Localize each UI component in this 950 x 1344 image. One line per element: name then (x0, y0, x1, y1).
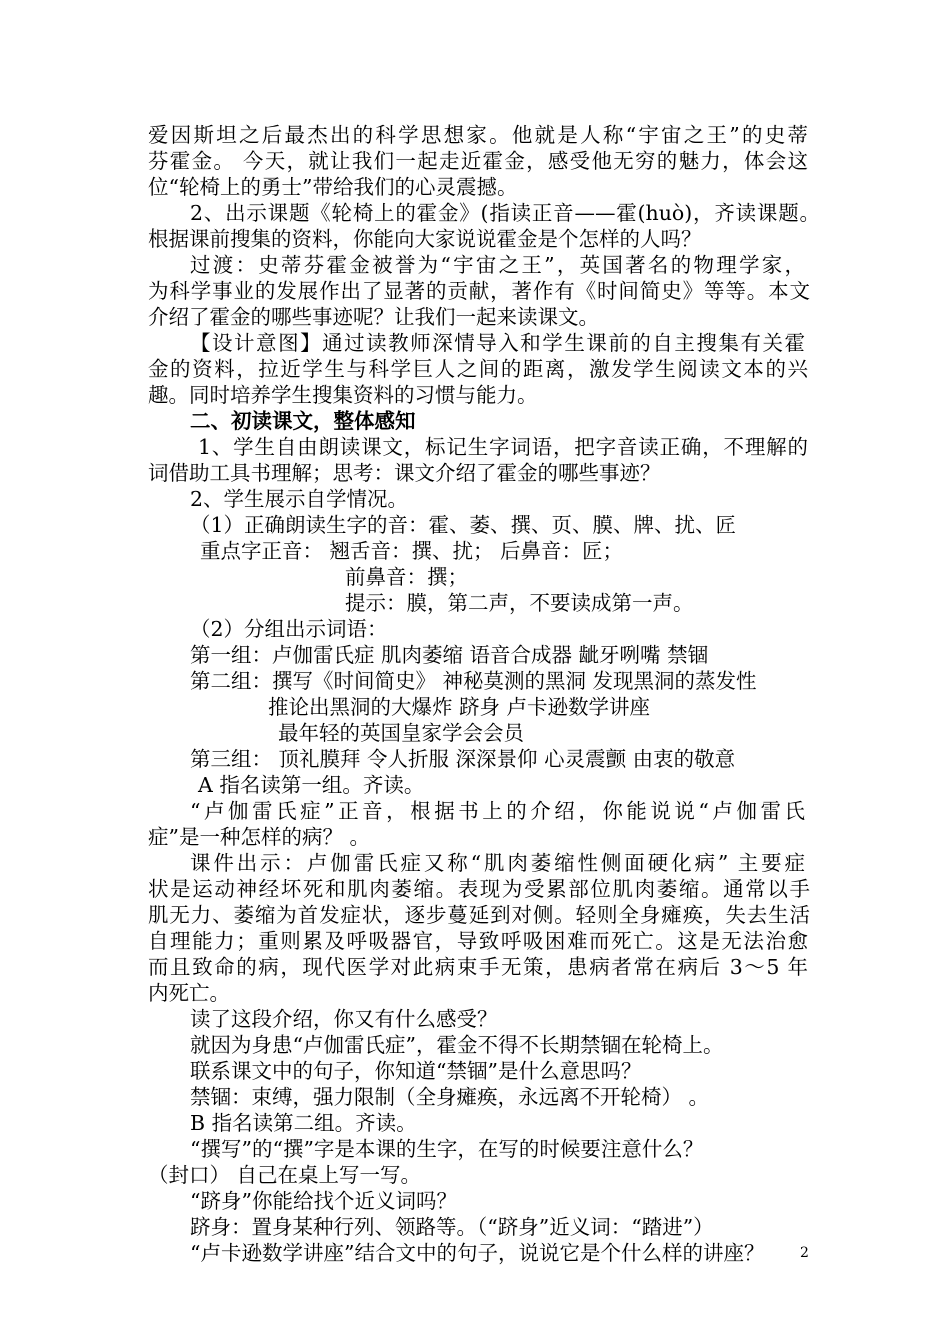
text-line: 禁锢：束缚，强力限制（全身瘫痪，永远离不开轮椅） 。 (190, 1085, 710, 1109)
text-line: 芬霍金。 今天，就让我们一起走近霍金，感受他无穷的魅力，体会这 (148, 149, 808, 173)
word-group-line: 最年轻的英国皇家学会会员 (278, 721, 524, 745)
design-intent-line: 趣。同时培养学生搜集资料的习惯与能力。 (148, 383, 538, 407)
text-line: “撰写”的“撰”字是本课的生字，在写的时候要注意什么？ (190, 1137, 704, 1161)
text-line: 位“轮椅上的勇士”带给我们的心灵震撼。 (148, 175, 518, 199)
text-line: “跻身”你能给找个近义词吗？ (190, 1189, 457, 1213)
text-line: 而且致命的病，现代医学对此病束手无策，患病者常在病后 3～5 年 (148, 955, 808, 979)
text-line: 肌无力、萎缩为首发症状，逐步蔓延到对侧。轻则全身瘫痪，失去生活 (148, 903, 810, 927)
word-group-line: 第三组： 顶礼膜拜 令人折服 深深景仰 心灵震颤 由衷的敬意 (190, 747, 736, 771)
text-line: 联系课文中的句子，你知道“禁锢”是什么意思吗？ (190, 1059, 642, 1083)
text-line: （2）分组出示词语： (190, 617, 388, 641)
text-line: 读了这段介绍，你又有什么感受？ (190, 1007, 498, 1031)
text-line: B 指名读第二组。齐读。 (190, 1111, 417, 1135)
text-line: 介绍了霍金的哪些事迹呢？让我们一起来读课文。 (148, 305, 599, 329)
text-line: 课件出示：卢伽雷氏症又称“肌肉萎缩性侧面硬化病” 主要症 (190, 851, 805, 875)
text-line: “卢卡逊数学讲座”结合文中的句子，说说它是个什么样的讲座？ (190, 1241, 765, 1265)
text-line: 根据课前搜集的资料，你能向大家说说霍金是个怎样的人吗？ (148, 227, 702, 251)
text-line: （1）正确朗读生字的音：霍、萎、撰、页、膜、牌、扰、匠 (190, 513, 737, 537)
text-line: 2、出示课题《轮椅上的霍金》(指读正音——霍(huò)，齐读课题。 (190, 201, 820, 225)
text-line: 就因为身患“卢伽雷氏症”，霍金不得不长期禁锢在轮椅上。 (190, 1033, 724, 1057)
text-line: A 指名读第一组。齐读。 (198, 773, 425, 797)
page-number: 2 (800, 1245, 809, 1261)
text-line: （封口） 自己在桌上写一写。 (148, 1163, 422, 1187)
text-line: 爱因斯坦之后最杰出的科学思想家。他就是人称“宇宙之王”的史蒂 (148, 123, 808, 147)
design-intent-line: 金的资料，拉近学生与科学巨人之间的距离，激发学生阅读文本的兴 (148, 357, 808, 381)
text-line: 前鼻音：撰； (345, 565, 468, 589)
word-group-line: 第二组：撰写《时间简史》 神秘莫测的黑洞 发现黑洞的蒸发性 (190, 669, 757, 693)
text-line: 过渡：史蒂芬霍金被誉为“宇宙之王”，英国著名的物理学家， (190, 253, 805, 277)
section-heading: 二、初读课文，整体感知 (190, 409, 416, 433)
text-line: 内死亡。 (148, 981, 230, 1005)
text-line: 症”是一种怎样的病？ 。 (148, 825, 370, 849)
text-line: 词借助工具书理解；思考：课文介绍了霍金的哪些事迹？ (148, 461, 661, 485)
word-group-line: 推论出黑洞的大爆炸 跻身 卢卡逊数学讲座 (268, 695, 651, 719)
text-line: 提示：膜，第二声，不要读成第一声。 (345, 591, 694, 615)
text-line: 重点字正音： 翘舌音：撰、扰； 后鼻音：匠； (200, 539, 624, 563)
text-line: 2、学生展示自学情况。 (190, 487, 409, 511)
text-line: 1、学生自由朗读课文，标记生字词语，把字音读正确，不理解的 (198, 435, 808, 459)
text-line: 状是运动神经坏死和肌肉萎缩。表现为受累部位肌肉萎缩。通常以手 (148, 877, 810, 901)
text-line: 自理能力；重则累及呼吸器官，导致呼吸困难而死亡。这是无法治愈 (148, 929, 808, 953)
text-line: 跻身：置身某种行列、领路等。（“跻身”近义词：“踏进”） (190, 1215, 714, 1239)
word-group-line: 第一组：卢伽雷氏症 肌肉萎缩 语音合成器 龇牙咧嘴 禁锢 (190, 643, 709, 667)
text-line: 为科学事业的发展作出了显著的贡献，著作有《时间简史》等等。本文 (148, 279, 810, 303)
text-line: “卢伽雷氏症”正音，根据书上的介绍，你能说说“卢伽雷氏 (190, 799, 805, 823)
design-intent-line: 【设计意图】通过读教师深情导入和学生课前的自主搜集有关霍 (190, 331, 805, 355)
